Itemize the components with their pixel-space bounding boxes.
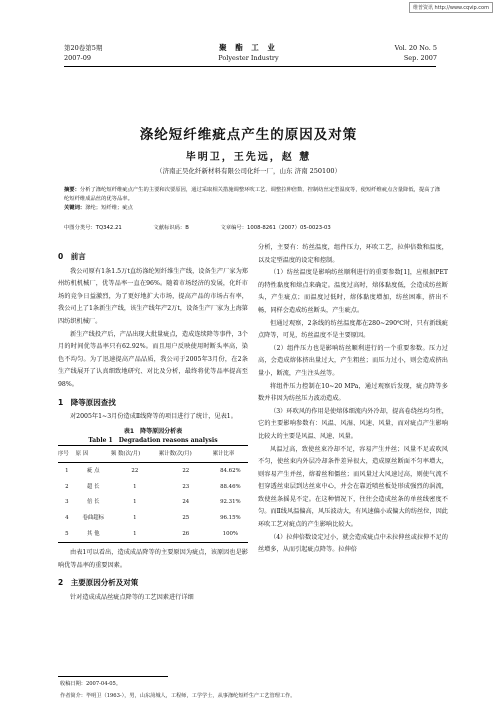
table-cell: 2 — [65, 483, 69, 490]
clc-number: 中图分类号：TQ342.21 — [64, 225, 122, 231]
header-rule — [64, 66, 436, 67]
classification-meta — [64, 223, 444, 231]
table-cell: 1 — [65, 467, 69, 474]
table-cell: 24 — [182, 499, 190, 506]
table-body — [58, 463, 248, 543]
header-volume-cn: 第20卷第5期 — [64, 44, 103, 52]
table-title-en: Table 1 Degradation reasons analysis — [88, 436, 218, 444]
right-paragraph-7: 风温过高，致使丝束冷却不足，容易产生并丝；风量不足或吹风不匀，使丝束内外层冷却条件差异很大，造成原丝断面不匀率增大，则容易产生并丝，熔着丝和僵丝；而风量过大风速过高，则使气流不但穿透丝束层到达丝束中心，并会在靠近喷丝板处形成强烈的涡流，致使丝条摇晃不定。在这种情况下，往往会造成丝条的单丝线密度不匀。而Ⅱ线风温偏高，风压波动大，有风速偏小或偏大的纺丝位，因此环吹工艺对疵点的产生影响比较大。 — [258, 445, 448, 529]
left-paragraph-3: 对2005年1~3月份造成Ⅱ线降等的项目进行了统计，见表1。 — [70, 413, 237, 421]
table-cell: 1 — [133, 483, 137, 490]
table-cell: 25 — [182, 515, 190, 522]
table-cell: 92.31% — [220, 499, 241, 506]
table-cell: 3 — [65, 499, 69, 506]
keywords: 涤纶；短纤维；疵点 — [85, 205, 133, 212]
keywords-label: 关键词： — [64, 205, 86, 212]
table-cell: 26 — [159, 526, 213, 542]
table-header-cell: 累计数(次/月) — [159, 445, 213, 463]
table-header-cell: 原 因 — [76, 445, 111, 463]
table-cell: 倍 长 — [87, 499, 100, 506]
table-header-cell: 累计比率 — [213, 445, 248, 463]
table-row — [58, 526, 248, 542]
table-header-cell: 序号 — [58, 445, 76, 463]
header-journal-cn: 聚 酯 工 业 — [219, 43, 278, 52]
received-date: 收稿日期：2007-04-05。 — [60, 681, 122, 687]
table-cell: 4 — [65, 515, 69, 522]
left-column — [58, 251, 248, 605]
table-cell: 22 — [182, 467, 190, 474]
table-cell: 88.46% — [220, 483, 241, 490]
table-header-cell: 频 数(次/月) — [111, 445, 159, 463]
header-date-cn: 2007-09 — [64, 54, 92, 62]
right-paragraph-1: 分析，主要有：纺丝温度，组件压力，环吹工艺，拉伸倍数和温度，以及定型温度的设定和控制。 — [258, 244, 448, 264]
doc-code: 文献标识码：B — [153, 225, 189, 231]
paper-title: 涤纶短纤维疵点产生的原因及对策 — [139, 127, 358, 143]
left-paragraph-4: 由表1可以看出，造成成品降等的主要原因为疵点，该原因也是影响优等品率的重要因素。 — [58, 549, 248, 569]
right-paragraph-2: （1）纺丝温度是影响纺丝顺利进行的重要参数[1]，应根据PET的特性黏度和熔点来确定。温度过高时，熔体黏度低，会造成纺丝断头，产生疵点；而温度过低时，熔体黏度增加，纺丝困难，挤出不畅，同样会造成纺丝断头，产生疵点。 — [258, 269, 448, 314]
authors: 毕明卫，王先远，赵 慧 — [185, 152, 312, 163]
affiliation: （济南正昊化纤新材料有限公司化纤一厂，山东 济南 250100） — [156, 167, 341, 175]
table-row — [58, 511, 248, 527]
header-date-en: Sep. 2007 — [403, 54, 437, 62]
right-paragraph-6: （3）环吹风的作用是使熔体细流内外冷却，提高卷绕丝均匀性，它的主要影响参数有：风温、风湿、风速、风量，而对疵点产生影响比较大的主要是风温、风速、风量。 — [258, 407, 448, 440]
right-paragraph-3: 但通过观察，2条线的纺丝温度都在280~290℃时，只有新线疵点降等，可见，纺丝温度不是主要原因。 — [258, 319, 448, 340]
table-row — [58, 495, 248, 511]
right-paragraph-4: （2）组件压力也是影响纺丝顺利进行的一个重要参数。压力过高，会造成熔体挤出量过大，产生粗丝；而压力过小，则会造成挤出量小，断流，产生注头丝等。 — [258, 344, 448, 377]
table-header-row — [58, 445, 248, 463]
table-cell: 84.62% — [220, 467, 241, 474]
table-cell: 1 — [133, 515, 137, 522]
degradation-table — [58, 445, 248, 544]
table-row — [58, 479, 248, 495]
table-title-cn: 表1 降等原因分析表 — [123, 427, 183, 435]
right-paragraph-8: （4）拉伸倍数设定过小，就会造成疵点中未拉伸丝或拉伸不足的丝增多，从而引起疵点降等。拉伸倍 — [258, 533, 448, 554]
table-cell: 1 — [111, 526, 159, 542]
table-cell: 22 — [131, 467, 139, 474]
right-paragraph-5: 将组件压力控制在10~20 MPa，通过观察后发现，疵点降等多数并非因为纺丝压力波动造成。 — [258, 382, 448, 403]
header-journal-en: Polyester Industry — [218, 54, 279, 62]
left-paragraph-5: 针对造成成品丝疵点降等的工艺因素进行详细 — [70, 594, 194, 601]
table-cell: 1 — [133, 499, 137, 506]
left-paragraph-1: 我公司原有1条1.5万t直纺涤纶短纤维生产线，设备生产厂家为郑州纺机机械厂，优等品率一直在96%。随着市场经济的发展，化纤市场的竞争日益激烈，为了更好地扩大市场，提高产品的市场占有率，我公司上了1条新生产线，该生产线年产2万t，设备生产厂家为上海第四纺织机械厂。 — [58, 267, 248, 325]
header-volume-en: Vol. 20 No. 5 — [394, 44, 437, 52]
section-1-heading: 1 降等原因查找 — [58, 397, 116, 407]
table-cell: 超 长 — [87, 483, 100, 490]
article-number: 文章编号：1008-8261（2007）05-0023-03 — [220, 225, 331, 231]
abstract — [64, 186, 444, 214]
table-cell: 96.15% — [220, 515, 241, 522]
table-cell: 100% — [213, 526, 248, 542]
table-cell: 5 — [58, 526, 76, 542]
section-2-heading: 2 主要原因分析及对策 — [58, 578, 139, 588]
author-bio: 作者简介：毕明卫（1963-），男，山东菏城人，工程师，工学学士，从事涤纶短纤生产工艺管理工作。 — [60, 693, 296, 699]
left-paragraph-2: 新生产线投产后，产品出现大批量疵点，造成连续降等事件，3个月的时间优等品率只有62.92%。而且用户反映使用时断头率高，染色不均匀。为了迅速提高产品品质，我公司于2005年3月份，在2条生产线展开了认真细致地研究、对比及分析，最终将优等品率提高至98%。 — [58, 330, 248, 388]
section-0-heading: 0 前言 — [58, 252, 86, 261]
table-cell: 疵 点 — [87, 467, 100, 474]
table-cell: 其 他 — [76, 526, 111, 542]
abstract-text: 分析了涤纶短纤维疵点产生的主要和次要原因，通过采取相关措施调整环吹工艺、调整拉伸倍数、控制纺丝定型温度等，使短纤维疵点含量降低，提高了涤纶短纤维成品丝的优等品率。 — [64, 187, 441, 203]
table-row — [58, 463, 248, 479]
table-cell: 卷曲超标 — [82, 515, 105, 522]
right-column — [258, 242, 448, 557]
abstract-label: 摘要： — [64, 187, 80, 193]
watermark-stamp: 维普资讯 http://www.cqvip.com — [409, 2, 493, 13]
footnote-rule — [58, 676, 168, 677]
table-cell: 23 — [182, 483, 190, 490]
